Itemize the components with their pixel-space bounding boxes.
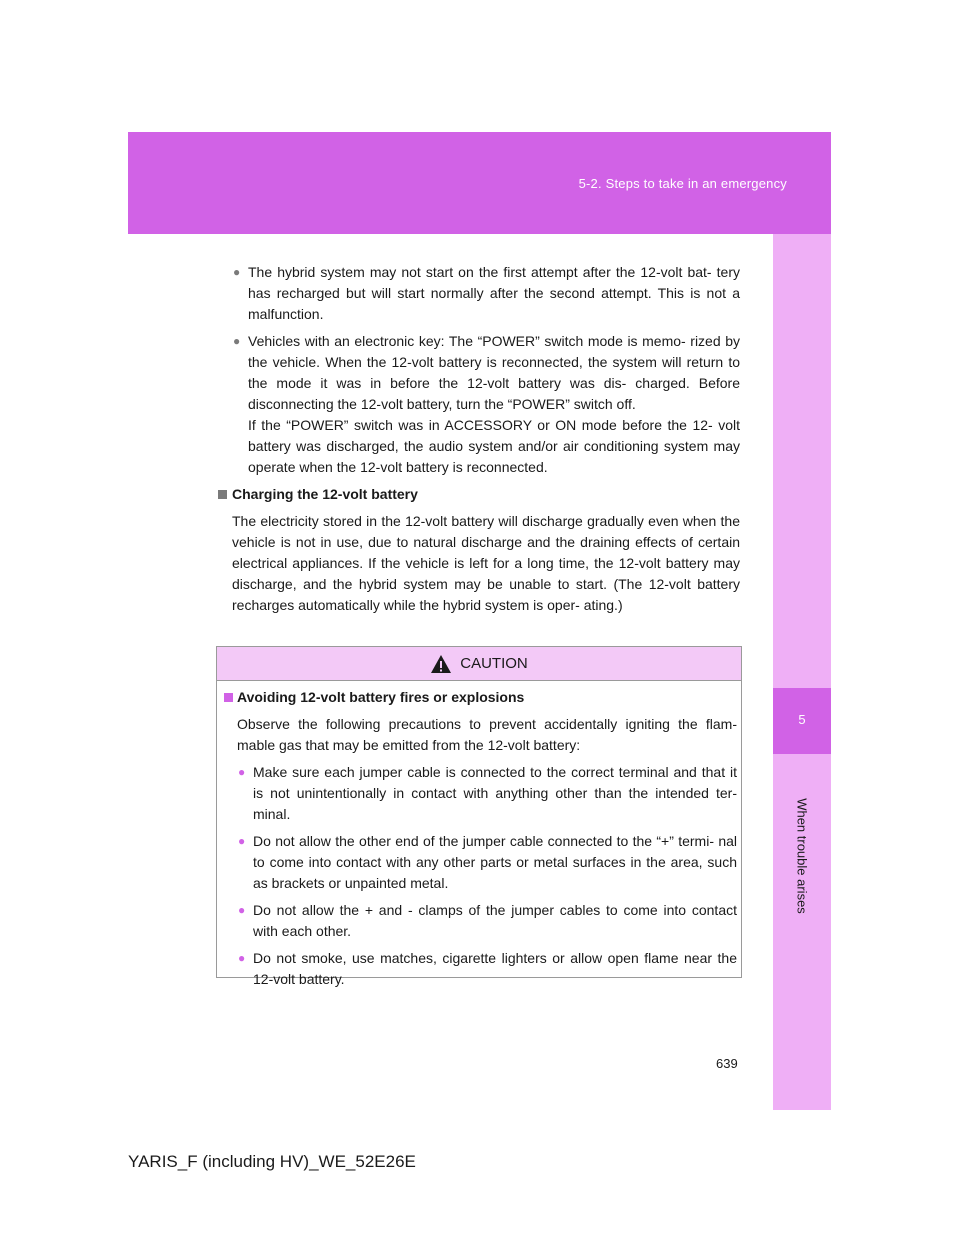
list-item bbox=[217, 762, 741, 825]
footer-document-id: YARIS_F (including HV)_WE_52E26E bbox=[128, 1152, 416, 1171]
bullet-icon: ● bbox=[238, 903, 246, 917]
chapter-side-tab bbox=[773, 234, 831, 1110]
section-heading-text: Charging the 12-volt battery bbox=[232, 486, 418, 502]
bullet-text: The hybrid system may not start on the first attempt after the 12-volt bat- tery has recharged but will start normally after the second attempt. This is not a malfunction. bbox=[248, 264, 740, 322]
list-item bbox=[216, 262, 740, 325]
caution-heading bbox=[217, 687, 741, 708]
caution-body bbox=[217, 681, 741, 990]
bullet-text: Vehicles with an electronic key: The “POWER” switch mode is memo- rized by the vehicle. When the 12-volt battery is reconnected, the system will return to the mode it was in before the 12-volt battery was dis- charged. Before disconnecting the 12-volt battery, turn the “POWER” switch off. If the “POWER” switch was in ACCESSORY or ON mode before the 12- volt battery was discharged, the audio system and/or air conditioning system may operate when the 12-volt battery is reconnected. bbox=[248, 333, 740, 475]
caution-title: CAUTION bbox=[460, 655, 528, 672]
bullet-icon: ● bbox=[238, 834, 246, 848]
caution-heading-text: Avoiding 12-volt battery fires or explosions bbox=[237, 689, 525, 705]
bullet-text: Do not smoke, use matches, cigarette lighters or allow open flame near the 12-volt battery. bbox=[253, 950, 737, 987]
list-item bbox=[216, 331, 740, 478]
bullet-text: Make sure each jumper cable is connected to the correct terminal and that it is not unintentionally in contact with anything other than the intended ter- minal. bbox=[253, 764, 737, 822]
bullet-icon: ● bbox=[233, 334, 241, 348]
bullet-icon: ● bbox=[233, 265, 241, 279]
warning-icon bbox=[430, 654, 452, 674]
square-bullet-icon bbox=[218, 490, 227, 499]
section-title: 5-2. Steps to take in an emergency bbox=[578, 176, 787, 191]
square-bullet-icon bbox=[224, 693, 233, 702]
bullet-icon: ● bbox=[238, 951, 246, 965]
caution-header bbox=[217, 647, 741, 681]
chapter-number: 5 bbox=[798, 712, 806, 727]
bullet-text: Do not allow the + and - clamps of the jumper cables to come into contact with each other. bbox=[253, 902, 737, 939]
list-item bbox=[217, 900, 741, 942]
section-heading bbox=[216, 484, 740, 505]
bullet-text: Do not allow the other end of the jumper cable connected to the “+” termi- nal to come into contact with any other parts or metal surfaces in the area, such as brackets or unpainted metal. bbox=[253, 833, 737, 891]
caution-box bbox=[216, 646, 742, 987]
main-content bbox=[216, 262, 740, 616]
paragraph: The electricity stored in the 12-volt battery will discharge gradually even when the vehicle is not in use, due to natural discharge and the draining effects of certain electrical appliances. If the vehicle is left for a long time, the 12-volt battery may discharge, and the hybrid system may be unable to start. (The 12-volt battery recharges automatically while the hybrid system is oper- ating.) bbox=[232, 513, 740, 613]
list-item bbox=[217, 948, 741, 990]
bullet-icon: ● bbox=[238, 765, 246, 779]
chapter-label: When trouble arises bbox=[794, 798, 810, 914]
header-bar bbox=[128, 132, 831, 234]
caution-intro: Observe the following precautions to prevent accidentally igniting the flam- mable gas that may be emitted from the 12-volt battery: bbox=[237, 716, 737, 753]
list-item bbox=[217, 831, 741, 894]
page-number: 639 bbox=[716, 1056, 738, 1071]
